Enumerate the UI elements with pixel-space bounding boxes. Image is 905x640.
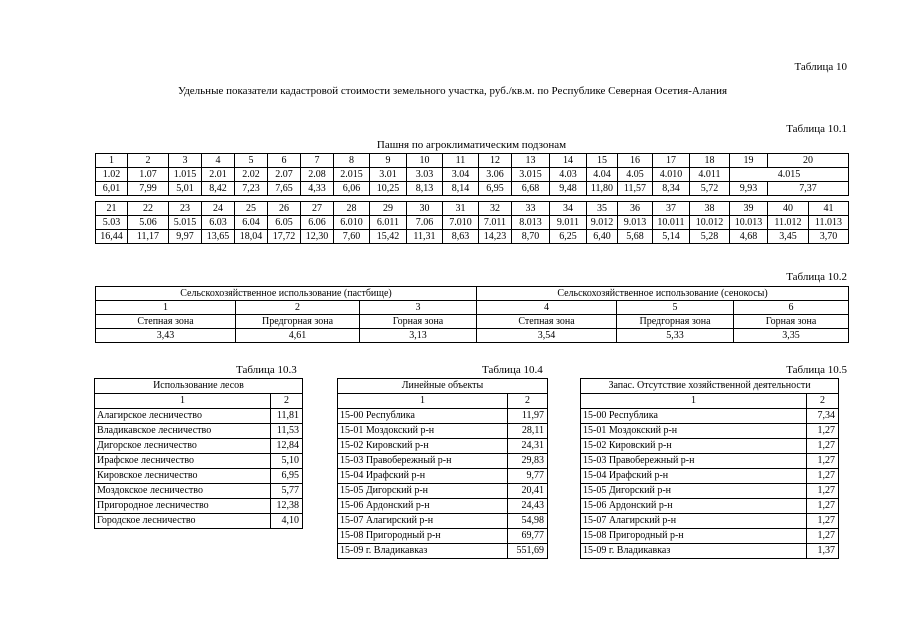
- table-10-1-cell: 4,68: [730, 230, 768, 244]
- table-10-4-num-2: 2: [508, 394, 548, 409]
- table-10-1-cell: 3,70: [809, 230, 849, 244]
- table-10-1-cell: 6.03: [202, 216, 235, 230]
- row-value: 1,27: [807, 514, 839, 529]
- table-row: [338, 439, 548, 454]
- table-10-1-cell: 1.07: [128, 168, 169, 182]
- row-name: 15-03 Правобережный р-н: [338, 454, 508, 469]
- table-10-1-cell: 29: [370, 202, 407, 216]
- table-10-2-cell: Горная зона: [360, 315, 477, 329]
- table-10-1-cell: 4.011: [690, 168, 730, 182]
- table-10-1-cell: 7: [301, 154, 334, 168]
- table-10-2-cell: Горная зона: [734, 315, 849, 329]
- table-10-1-cell: 8,63: [443, 230, 479, 244]
- table-10-3: [94, 378, 303, 529]
- table-10-1-cell: 7,37: [768, 182, 849, 196]
- table-row: [95, 514, 303, 529]
- table-10-1-cell: 8.013: [512, 216, 550, 230]
- table-row: [581, 544, 839, 559]
- table-row: [95, 439, 303, 454]
- table-10-1-cell: 27: [301, 202, 334, 216]
- table-10-2-cell: Степная зона: [96, 315, 236, 329]
- row-name: 15-00 Республика: [338, 409, 508, 424]
- table-10-1-cell: 37: [653, 202, 690, 216]
- table-10-1-cell: 6,25: [550, 230, 587, 244]
- table-10-1-cell: 4.05: [618, 168, 653, 182]
- row-value: 1,27: [807, 439, 839, 454]
- row-name: 15-08 Пригородный р-н: [581, 529, 807, 544]
- table-10-3-num-1: 1: [95, 394, 271, 409]
- table-10-1-cell: 1.02: [96, 168, 128, 182]
- table-row: [581, 424, 839, 439]
- row-name: Городское лесничество: [95, 514, 271, 529]
- row-value: 69,77: [508, 529, 548, 544]
- row-name: Ирафское лесничество: [95, 454, 271, 469]
- table-10-1-nums-row-2: [96, 202, 849, 216]
- row-name: 15-02 Кировский р-н: [338, 439, 508, 454]
- document-title: Удельные показатели кадастровой стоимости земельного участка, руб./кв.м. по Республике Северная Осетия-Алания: [177, 85, 728, 97]
- table-10-1-cell: 24: [202, 202, 235, 216]
- table-10-2-group-hayfields: Сельскохозяйственное использование (сенокосы): [477, 287, 849, 301]
- table-10-1-cell: 2.08: [301, 168, 334, 182]
- row-name: 15-08 Пригородный р-н: [338, 529, 508, 544]
- table-10-1-cell: 2.015: [334, 168, 370, 182]
- table-10-1-cell: 22: [128, 202, 169, 216]
- table-10-1-cell: 3.06: [479, 168, 512, 182]
- table-row: [95, 499, 303, 514]
- table-10-1-cell: 6.06: [301, 216, 334, 230]
- row-value: 1,27: [807, 499, 839, 514]
- table-10-5-label: Таблица 10.5: [786, 364, 847, 376]
- table-10-1-cell: 41: [809, 202, 849, 216]
- table-10-2-cell: Предгорная зона: [236, 315, 360, 329]
- table-10-1-cell: 5.015: [169, 216, 202, 230]
- table-10-1-cell: 14: [550, 154, 587, 168]
- table-10-1-cell: 18,04: [235, 230, 268, 244]
- table-10-1-cell: 16: [618, 154, 653, 168]
- table-10-1-codes-row-2: [96, 216, 849, 230]
- row-value: 54,98: [508, 514, 548, 529]
- table-10-1-cell: 32: [479, 202, 512, 216]
- table-10-2-cell: 3,13: [360, 329, 477, 343]
- row-value: 12,38: [271, 499, 303, 514]
- table-10-1-cell: 10.013: [730, 216, 768, 230]
- table-row: [581, 454, 839, 469]
- row-name: 15-07 Алагирский р-н: [581, 514, 807, 529]
- table-10-1-cell: 3,45: [768, 230, 809, 244]
- table-10-1-cell: 14,23: [479, 230, 512, 244]
- table-10-1-cell: 9.011: [550, 216, 587, 230]
- table-10-5-header-row: [581, 379, 839, 394]
- table-10-1-cell: 7,23: [235, 182, 268, 196]
- table-10-2-cell: Предгорная зона: [617, 315, 734, 329]
- table-10-1-cell: 20: [768, 154, 849, 168]
- table-10-1-cell: 7,60: [334, 230, 370, 244]
- table-10-1-cell: 9.012: [587, 216, 618, 230]
- table-10-1-cell: 3: [169, 154, 202, 168]
- table-10-1-cell: 9.013: [618, 216, 653, 230]
- row-value: 11,97: [508, 409, 548, 424]
- table-10-1-values-row-2: [96, 230, 849, 244]
- table-10-1-cell: 15: [587, 154, 618, 168]
- row-name: 15-04 Ирафский р-н: [338, 469, 508, 484]
- table-10-1-cell: 35: [587, 202, 618, 216]
- table-10-1-cell: 3.015: [512, 168, 550, 182]
- table-10-1-cell: 6,01: [96, 182, 128, 196]
- table-10-2-cell: 4,61: [236, 329, 360, 343]
- table-10-1-cell: 4: [202, 154, 235, 168]
- table-10-1-cell: 8,42: [202, 182, 235, 196]
- table-row: [581, 529, 839, 544]
- table-10-1-cell: 36: [618, 202, 653, 216]
- table-10-1-cell: 4.04: [587, 168, 618, 182]
- table-10-1-cell: 8,34: [653, 182, 690, 196]
- table-10-1-cell: 11,17: [128, 230, 169, 244]
- table-10-4-header-row: [338, 379, 548, 394]
- table-10-1-cell: 8,14: [443, 182, 479, 196]
- table-10-1-cell: 38: [690, 202, 730, 216]
- table-row: [338, 424, 548, 439]
- table-10-1-cell: 19: [730, 154, 768, 168]
- table-10-1-codes-row-1: [96, 168, 849, 182]
- table-10-1-cell: 5,68: [618, 230, 653, 244]
- row-value: 24,31: [508, 439, 548, 454]
- table-10-2-zones-row: [96, 315, 849, 329]
- table-row: [581, 409, 839, 424]
- table-10-1-cell: 6,95: [479, 182, 512, 196]
- table-10-1-cell: 4.03: [550, 168, 587, 182]
- table-10-1: [95, 153, 849, 244]
- table-10-2-group-pasture: Сельскохозяйственное использование (пастбище): [96, 287, 477, 301]
- row-name: 15-02 Кировский р-н: [581, 439, 807, 454]
- table-10-1-cell: 4.010: [653, 168, 690, 182]
- table-10-4: [337, 378, 548, 559]
- table-10-3-header-row: [95, 379, 303, 394]
- table-10-1-cell: 11,31: [407, 230, 443, 244]
- table-10-2-group-row: [96, 287, 849, 301]
- table-row: [338, 529, 548, 544]
- row-value: 1,27: [807, 454, 839, 469]
- row-name: Кировское лесничество: [95, 469, 271, 484]
- table-10-3-header: Использование лесов: [95, 379, 303, 394]
- table-row: [338, 514, 548, 529]
- table-10-1-cell: 17,72: [268, 230, 301, 244]
- table-10-1-cell: 17: [653, 154, 690, 168]
- row-name: 15-06 Ардонский р-н: [338, 499, 508, 514]
- table-10-1-cell: 7.010: [443, 216, 479, 230]
- table-10-1-cell: 11,80: [587, 182, 618, 196]
- row-name: 15-00 Республика: [581, 409, 807, 424]
- table-10-1-cell: 39: [730, 202, 768, 216]
- table-10-1-cell: 30: [407, 202, 443, 216]
- table-10-5-num-2: 2: [807, 394, 839, 409]
- table-10-1-cell: 5.06: [128, 216, 169, 230]
- row-name: 15-06 Ардонский р-н: [581, 499, 807, 514]
- table-10-1-cell: 11,57: [618, 182, 653, 196]
- table-10-2-cell: 3,43: [96, 329, 236, 343]
- row-name: 15-09 г. Владикавказ: [581, 544, 807, 559]
- row-name: Дигорское лесничество: [95, 439, 271, 454]
- row-name: 15-07 Алагирский р-н: [338, 514, 508, 529]
- table-10-1-cell: 8,13: [407, 182, 443, 196]
- table-10-1-values-row-1: [96, 182, 849, 196]
- row-value: 28,11: [508, 424, 548, 439]
- table-10-3-nums-row: [95, 394, 303, 409]
- row-value: 6,95: [271, 469, 303, 484]
- row-value: 24,43: [508, 499, 548, 514]
- row-value: 5,77: [271, 484, 303, 499]
- table-10-1-cell: 5: [235, 154, 268, 168]
- table-10-1-label: Таблица 10.1: [786, 123, 847, 135]
- table-row: [338, 454, 548, 469]
- table-10-1-cell: 6.010: [334, 216, 370, 230]
- table-10-1-cell: 5.03: [96, 216, 128, 230]
- table-10-4-label: Таблица 10.4: [482, 364, 543, 376]
- row-name: 15-05 Дигорский р-н: [581, 484, 807, 499]
- row-name: Пригородное лесничество: [95, 499, 271, 514]
- table-10-1-cell: 10.012: [690, 216, 730, 230]
- table-10-1-cell: 10.011: [653, 216, 690, 230]
- table-10-1-caption: Пашня по агроклиматическим подзонам: [376, 139, 567, 151]
- row-name: 15-01 Моздокский р-н: [338, 424, 508, 439]
- table-10-2-cell: 4: [477, 301, 617, 315]
- table-10-1-cell: 31: [443, 202, 479, 216]
- table-10-1-nums-row-1: [96, 154, 849, 168]
- table-10-1-cell: 3.03: [407, 168, 443, 182]
- row-name: Моздокское лесничество: [95, 484, 271, 499]
- table-10-1-cell: 13,65: [202, 230, 235, 244]
- table-10-3-label: Таблица 10.3: [236, 364, 297, 376]
- table-10-1-cell: 6,68: [512, 182, 550, 196]
- table-10-1-cell: 12,30: [301, 230, 334, 244]
- table-row: [95, 424, 303, 439]
- table-10-2-cell: 3: [360, 301, 477, 315]
- table-10-2-cell: 1: [96, 301, 236, 315]
- table-row: [581, 514, 839, 529]
- table-10-1-cell: 9,48: [550, 182, 587, 196]
- table-row: [338, 499, 548, 514]
- table-10-1-cell: 26: [268, 202, 301, 216]
- table-10-1-cell: 2.01: [202, 168, 235, 182]
- table-row: [581, 484, 839, 499]
- table-10-5-header: Запас. Отсутствие хозяйственной деятельности: [581, 379, 839, 394]
- row-value: 5,10: [271, 454, 303, 469]
- table-10-1-cell: 2.02: [235, 168, 268, 182]
- row-value: 11,53: [271, 424, 303, 439]
- table-10-1-cell: 10: [407, 154, 443, 168]
- table-10-1-cell: 40: [768, 202, 809, 216]
- table-10-1-cell: 3.04: [443, 168, 479, 182]
- table-10-2-cell: 5,33: [617, 329, 734, 343]
- row-value: 1,37: [807, 544, 839, 559]
- table-10-2: [95, 286, 849, 343]
- table-row: [581, 469, 839, 484]
- table-10-1-cell: 9,93: [730, 182, 768, 196]
- table-row: [338, 484, 548, 499]
- row-value: 9,77: [508, 469, 548, 484]
- row-value: 20,41: [508, 484, 548, 499]
- table-10-2-values-row: [96, 329, 849, 343]
- table-10-1-cell: 25: [235, 202, 268, 216]
- table-row: [95, 409, 303, 424]
- table-10-1-cell: 11.012: [768, 216, 809, 230]
- table-10-1-cell: 7.011: [479, 216, 512, 230]
- table-10-1-cell: 9: [370, 154, 407, 168]
- table-10-1-cell: 13: [512, 154, 550, 168]
- table-10-1-cell: 11.013: [809, 216, 849, 230]
- table-10-1-cell: 23: [169, 202, 202, 216]
- row-value: 11,81: [271, 409, 303, 424]
- table-10-1-cell: 5,01: [169, 182, 202, 196]
- table-row: [338, 469, 548, 484]
- table-10-1-cell: 1: [96, 154, 128, 168]
- row-name: Владикавское лесничество: [95, 424, 271, 439]
- table-10-1-cell: 18: [690, 154, 730, 168]
- table-10-1-cell: 6.05: [268, 216, 301, 230]
- row-name: Алагирское лесничество: [95, 409, 271, 424]
- row-value: 1,27: [807, 469, 839, 484]
- table-10-4-header: Линейные объекты: [338, 379, 548, 394]
- row-value: 29,83: [508, 454, 548, 469]
- table-10-5-num-1: 1: [581, 394, 807, 409]
- row-name: 15-03 Правобережный р-н: [581, 454, 807, 469]
- table-10-5-nums-row: [581, 394, 839, 409]
- table-10-3-num-2: 2: [271, 394, 303, 409]
- table-10-2-cell: 6: [734, 301, 849, 315]
- table-10-1-cell: 7,99: [128, 182, 169, 196]
- table-10-1-cell: 2.07: [268, 168, 301, 182]
- table-10-1-cell: 5,28: [690, 230, 730, 244]
- table-10-1-cell: 34: [550, 202, 587, 216]
- table-10-2-label: Таблица 10.2: [786, 271, 847, 283]
- table-10-1-cell: 6.011: [370, 216, 407, 230]
- table-10-2-nums-row: [96, 301, 849, 315]
- row-name: 15-01 Моздокский р-н: [581, 424, 807, 439]
- table-row: [581, 499, 839, 514]
- table-10-1-cell: 11: [443, 154, 479, 168]
- table-10-label: Таблица 10: [794, 61, 847, 73]
- table-10-1-cell: 8,70: [512, 230, 550, 244]
- table-10-2-cell: Степная зона: [477, 315, 617, 329]
- table-10-2-cell: 2: [236, 301, 360, 315]
- table-10-5: [580, 378, 839, 559]
- table-row: [338, 409, 548, 424]
- table-10-2-cell: 3,54: [477, 329, 617, 343]
- row-name: 15-09 г. Владикавказ: [338, 544, 508, 559]
- table-10-4-nums-row: [338, 394, 548, 409]
- table-10-1-cell: 5,72: [690, 182, 730, 196]
- row-value: 1,27: [807, 529, 839, 544]
- table-row: [95, 454, 303, 469]
- table-10-1-cell: 5,14: [653, 230, 690, 244]
- table-10-1-cell: 8: [334, 154, 370, 168]
- table-10-1-cell: 9,97: [169, 230, 202, 244]
- table-row: [581, 439, 839, 454]
- table-10-1-cell: 6,40: [587, 230, 618, 244]
- table-row: [95, 484, 303, 499]
- table-10-1-cell: 7,65: [268, 182, 301, 196]
- row-name: 15-05 Дигорский р-н: [338, 484, 508, 499]
- table-10-4-num-1: 1: [338, 394, 508, 409]
- table-10-1-cell: 6,06: [334, 182, 370, 196]
- table-10-1-cell: 6: [268, 154, 301, 168]
- row-value: 551,69: [508, 544, 548, 559]
- table-10-1-body: [96, 154, 849, 244]
- table-10-1-cell: 33: [512, 202, 550, 216]
- table-10-2-cell: 5: [617, 301, 734, 315]
- row-value: 1,27: [807, 424, 839, 439]
- row-value: 1,27: [807, 484, 839, 499]
- table-10-1-cell: 16,44: [96, 230, 128, 244]
- row-value: 7,34: [807, 409, 839, 424]
- table-10-1-cell: 3.01: [370, 168, 407, 182]
- table-10-1-cell: 7.06: [407, 216, 443, 230]
- table-10-1-cell: 6.04: [235, 216, 268, 230]
- table-row: [95, 469, 303, 484]
- table-10-1-cell: 21: [96, 202, 128, 216]
- table-10-1-cell: 4.015: [730, 168, 849, 182]
- table-10-2-cell: 3,35: [734, 329, 849, 343]
- row-name: 15-04 Ирафский р-н: [581, 469, 807, 484]
- table-10-1-cell: 15,42: [370, 230, 407, 244]
- table-10-1-cell: 12: [479, 154, 512, 168]
- table-10-1-cell: 4,33: [301, 182, 334, 196]
- table-10-1-cell: 2: [128, 154, 169, 168]
- row-value: 4,10: [271, 514, 303, 529]
- table-10-1-cell: 10,25: [370, 182, 407, 196]
- table-10-1-cell: 28: [334, 202, 370, 216]
- table-row: [338, 544, 548, 559]
- table-10-1-cell: 1.015: [169, 168, 202, 182]
- row-value: 12,84: [271, 439, 303, 454]
